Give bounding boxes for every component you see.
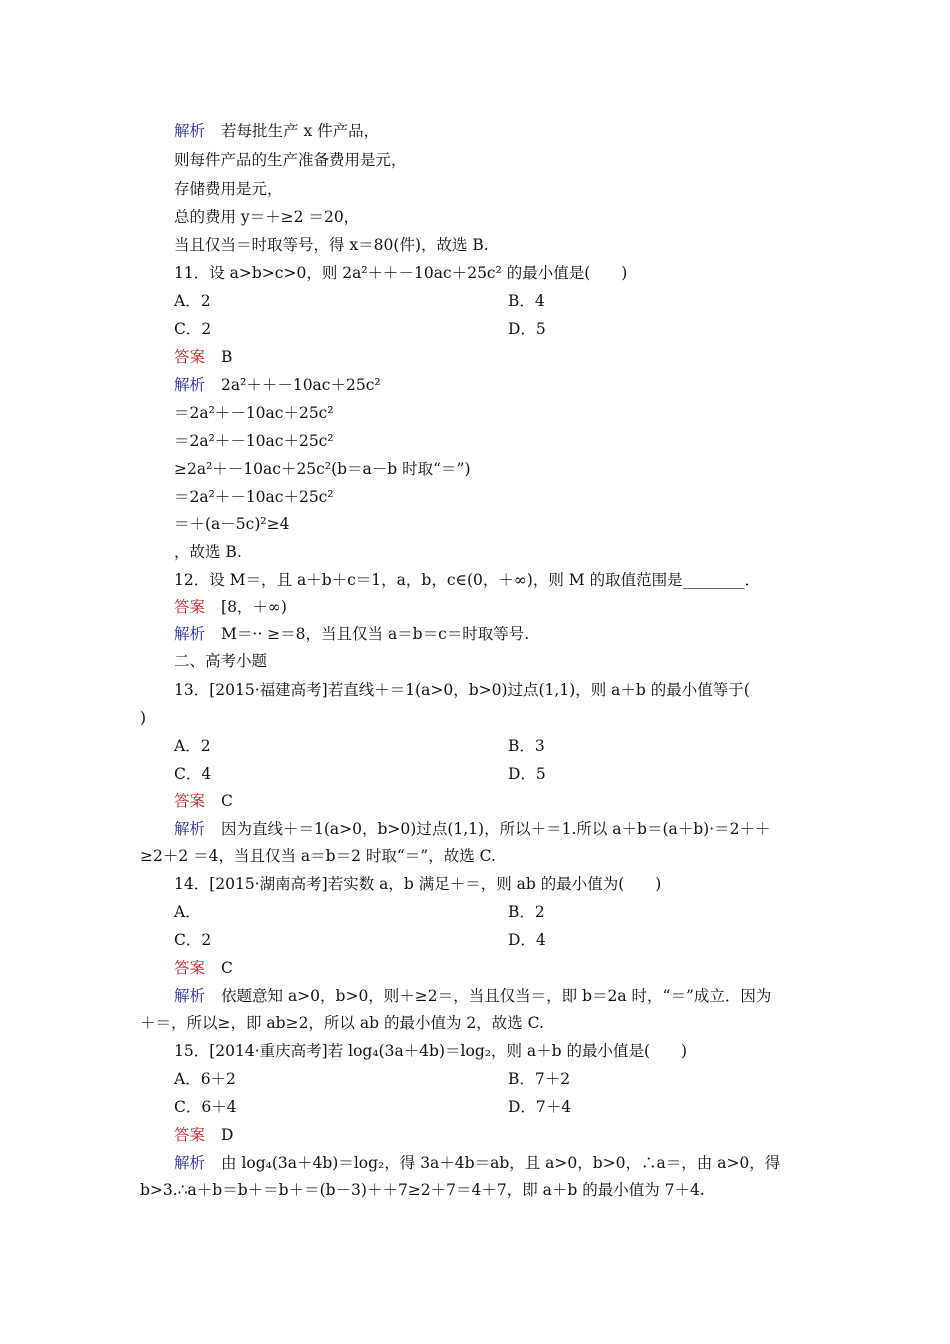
q11-sol-text-1: 2a²＋＋－10ac＋25c²: [221, 376, 381, 394]
q15-options-row-2: [174, 1094, 874, 1120]
q11-answer: B: [221, 348, 233, 366]
q12-answer: [8，＋∞): [221, 598, 287, 616]
q15-sol-line-1: [174, 1150, 780, 1176]
s10-line-1: [174, 118, 379, 144]
q15-stem: 15．[2014·重庆高考]若 log₄(3a＋4b)＝log₂，则 a＋b 的最小值是( ): [174, 1042, 688, 1060]
q12-answer-line: [174, 594, 287, 620]
q14-stem: 14．[2015·湖南高考]若实数 a，b 满足＋＝，则 ab 的最小值为( ): [174, 875, 662, 893]
q11-stem: 11．设 a>b>c>0，则 2a²＋＋－10ac＋25c² 的最小值是( ): [174, 264, 628, 282]
q11-sol-line-1: [174, 372, 381, 398]
jiexi-label: 解析: [174, 376, 206, 394]
s10-line-5: 当且仅当＝时取等号，得 x＝80(件)，故选 B.: [174, 236, 489, 254]
q14-option-a: A．: [174, 903, 201, 921]
q13-option-c: C．4: [174, 765, 212, 783]
q15-option-a: A．6＋2: [174, 1070, 236, 1088]
q14-option-d: D．4: [508, 931, 546, 949]
q15-answer: D: [221, 1126, 234, 1144]
jiexi-label: 解析: [174, 625, 206, 643]
q11-sol-line-6: ＝＋(a－5c)²≥4: [174, 515, 290, 533]
jiexi-label: 解析: [174, 122, 206, 140]
q13-sol-line-2: ≥2＋2 ＝4，当且仅当 a＝b＝2 时取“＝”，故选 C.: [140, 847, 496, 865]
q15-sol-text-1: 由 log₄(3a＋4b)＝log₂，得 3a＋4b＝ab，且 a>0，b>0，∴a＝，由 a>0，得: [221, 1154, 781, 1172]
q13-option-b: B．3: [508, 737, 545, 755]
q13-sol-line-1: [174, 816, 771, 842]
q15-option-c: C．6＋4: [174, 1098, 237, 1116]
s10-line-3: 存储费用是元，: [174, 180, 283, 198]
q14-answer-line: [174, 955, 233, 981]
q14-sol-line-2: ＋＝，所以≥，即 ab≥2，所以 ab 的最小值为 2，故选 C.: [140, 1014, 544, 1032]
section-heading: 二、高考小题: [174, 652, 268, 670]
q11-sol-line-3: ＝2a²＋－10ac＋25c²: [174, 432, 334, 450]
jiexi-label: 解析: [174, 820, 206, 838]
q11-option-d: D．5: [508, 320, 546, 338]
q11-answer-line: [174, 344, 232, 370]
q11-sol-line-5: ＝2a²＋－10ac＋25c²: [174, 488, 334, 506]
q15-answer-line: [174, 1122, 233, 1148]
q14-sol-text-1: 依题意知 a>0，b>0，则＋≥2＝，当且仅当＝，即 b＝2a 时，“＝”成立．因为: [221, 987, 772, 1005]
answer-label: 答案: [174, 1126, 206, 1144]
q14-options-row-2: [174, 927, 874, 953]
q14-options-row-1: [174, 899, 874, 925]
q13-answer: C: [221, 792, 233, 810]
q12-sol-text-1: M＝·· ≥＝8，当且仅当 a＝b＝c＝时取等号.: [221, 625, 530, 643]
q13-option-d: D．5: [508, 765, 546, 783]
q11-options-row-1: [174, 288, 874, 314]
q15-option-d: D．7＋4: [508, 1098, 572, 1116]
q15-option-b: B．7＋2: [508, 1070, 571, 1088]
q14-option-c: C．2: [174, 931, 212, 949]
q15-sol-line-2: b>3.∴a＋b＝b＋＝b＋＝(b－3)＋＋7≥2＋7＝4＋7，即 a＋b 的最小值为 7＋4.: [140, 1181, 705, 1199]
s10-line-2: 则每件产品的生产准备费用是元，: [174, 151, 407, 169]
s10-text-1: 若每批生产 x 件产品，: [221, 122, 380, 140]
q15-options-row-1: [174, 1066, 874, 1092]
q12-stem: 12．设 M＝，且 a＋b＋c＝1，a，b，c∈(0，＋∞)，则 M 的取值范围是________．: [174, 571, 761, 589]
q12-sol-line-1: [174, 621, 529, 647]
answer-label: 答案: [174, 792, 206, 810]
q11-sol-line-4: ≥2a²＋－10ac＋25c²(b＝a－b 时取“＝”): [174, 460, 471, 478]
q11-option-a: A．2: [174, 292, 211, 310]
q14-sol-line-1: [174, 983, 771, 1009]
q14-answer: C: [221, 959, 233, 977]
q13-options-row-2: [174, 761, 874, 787]
s10-line-4: 总的费用 y＝＋≥2 ＝20，: [174, 208, 360, 226]
q11-option-c: C．2: [174, 320, 212, 338]
q13-sol-text-1: 因为直线＋＝1(a>0，b>0)过点(1,1)，所以＋＝1.所以 a＋b＝(a＋b)·＝2＋＋: [221, 820, 771, 838]
q13-answer-line: [174, 788, 233, 814]
answer-label: 答案: [174, 348, 206, 366]
jiexi-label: 解析: [174, 1154, 206, 1172]
q13-options-row-1: [174, 733, 874, 759]
q11-sol-line-7: ，故选 B.: [174, 543, 242, 561]
jiexi-label: 解析: [174, 987, 206, 1005]
q13-stem-line-1: 13．[2015·福建高考]若直线＋＝1(a>0，b>0)过点(1,1)，则 a＋b 的最小值等于(: [174, 681, 750, 699]
q11-option-b: B．4: [508, 292, 545, 310]
q11-options-row-2: [174, 316, 874, 342]
answer-label: 答案: [174, 598, 206, 616]
q13-option-a: A．2: [174, 737, 211, 755]
q13-stem-line-2: ): [140, 709, 147, 727]
answer-label: 答案: [174, 959, 206, 977]
q11-sol-line-2: ＝2a²＋－10ac＋25c²: [174, 404, 334, 422]
q14-option-b: B．2: [508, 903, 545, 921]
